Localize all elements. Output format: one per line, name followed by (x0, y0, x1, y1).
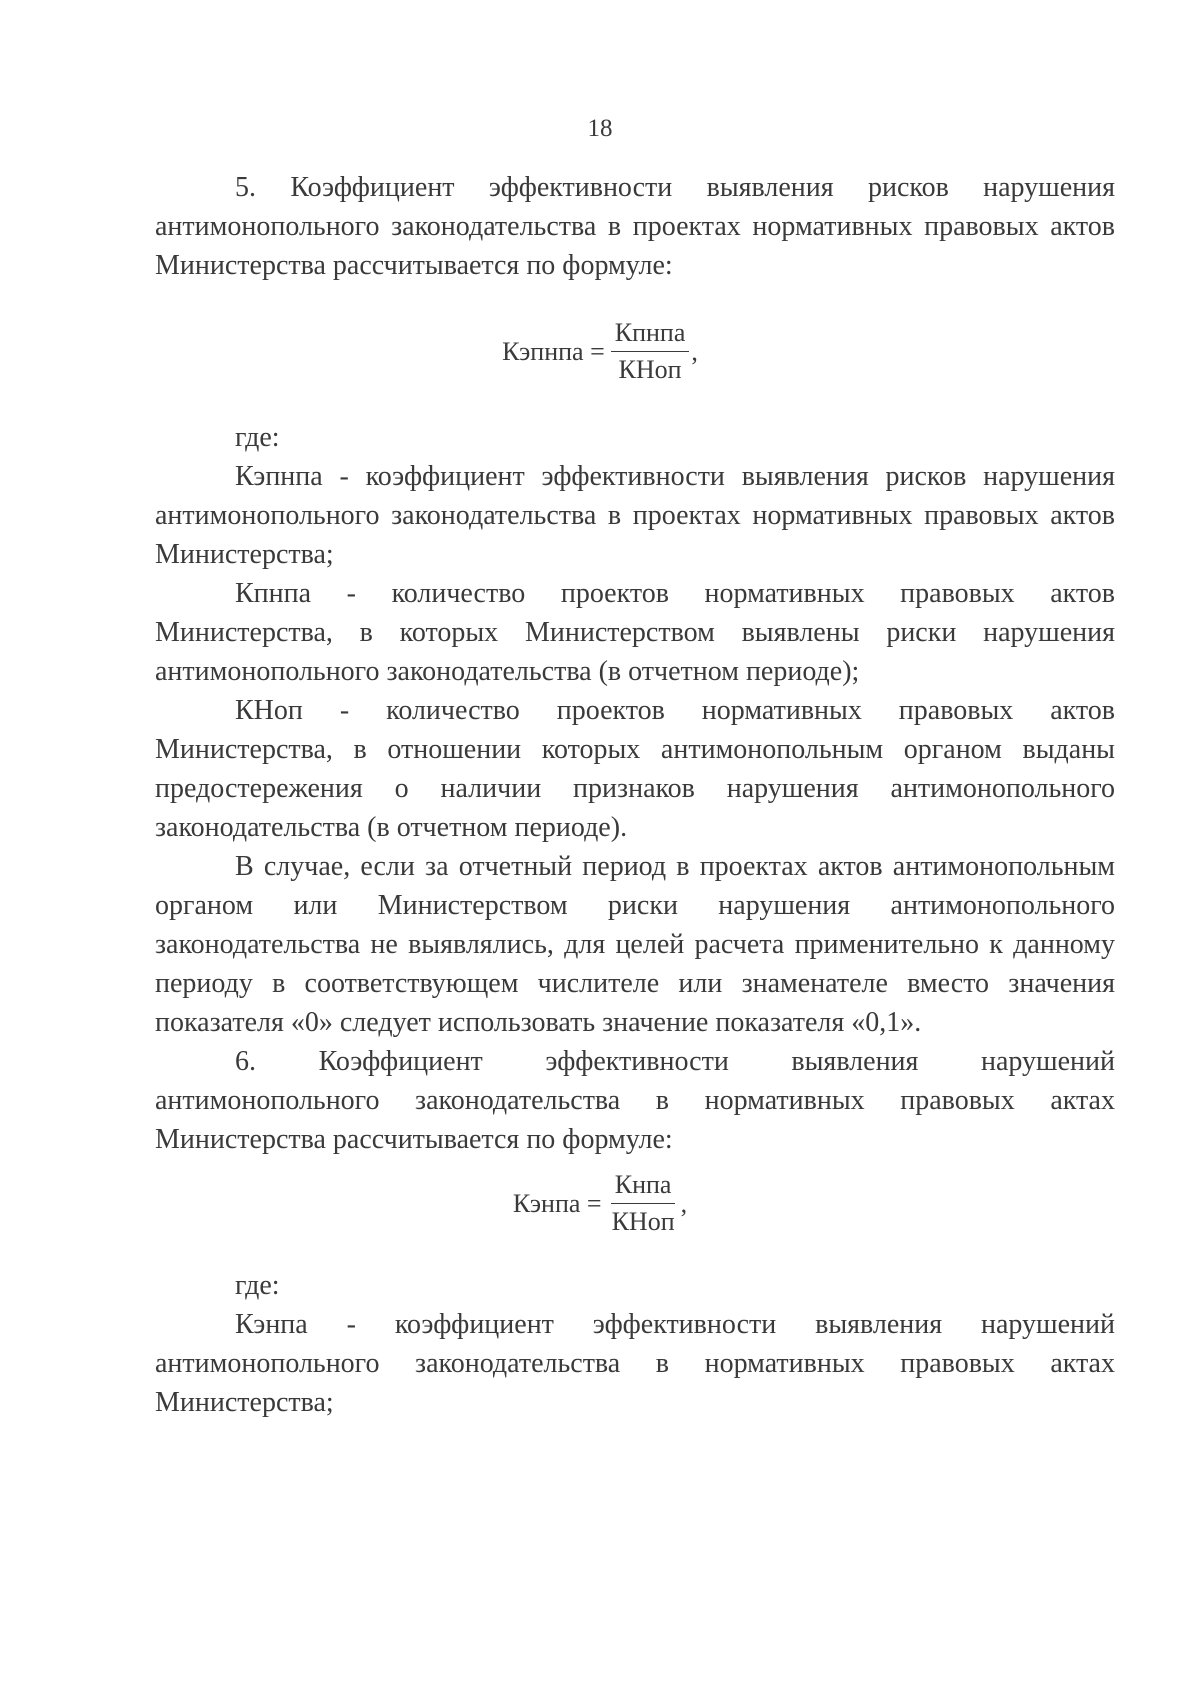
section-6-definitions-block (155, 1266, 1115, 1422)
formula-kepnpa-lhs: Кэпнпа = (502, 336, 605, 366)
formula-kenpa-numerator: Кнпа (611, 1170, 676, 1204)
formula-kepnpa-numerator: Кпнпа (611, 318, 690, 352)
section-5-intro: 5. Коэффициент эффективности выявления рисков нарушения антимонопольного законодательства в проектах нормативных правовых актов Министерства рассчитывается по формуле: (155, 172, 1115, 281)
section-5-where: где: (235, 422, 280, 453)
formula-kenpa-lhs: Кэнпа = (512, 1188, 602, 1218)
zero-value-note: В случае, если за отчетный период в проектах актов антимонопольным органом или Министерством риски нарушения антимонопольного законодательства не выявлялись, для целей расчета применительно к данному периоду в соответствующем числителе или знаменателе вместо значения показателя «0» следует использовать значение показателя «0,1». (155, 851, 1115, 1038)
section-6-where: где: (235, 1270, 280, 1301)
formula-kepnpa-comma: , (691, 336, 698, 366)
section-5-definitions-block (155, 418, 1115, 1159)
definition-kepnpa: Кэпнпа - коэффициент эффективности выявления рисков нарушения антимонопольного законодательства в проектах нормативных правовых актов Министерства; (155, 461, 1115, 570)
formula-kepnpa-fraction (611, 318, 690, 385)
formula-kenpa-comma: , (680, 1188, 688, 1218)
formula-kenpa-fraction (608, 1170, 679, 1237)
formula-kenpa (0, 1170, 1200, 1237)
page-number: 18 (587, 115, 613, 142)
formula-kepnpa (0, 318, 1200, 385)
formula-kepnpa-denominator: КНоп (618, 355, 682, 384)
section-6-intro: 6. Коэффициент эффективности выявления нарушений антимонопольного законодательства в нормативных правовых актах Министерства рассчитывается по формуле: (155, 1046, 1115, 1155)
formula-kenpa-denominator: КНоп (611, 1207, 675, 1236)
definition-knop: КНоп - количество проектов нормативных правовых актов Министерства, в отношении которых антимонопольным органом выданы предостережения о наличии признаков нарушения антимонопольного законодательства (в отчетном периоде). (155, 695, 1115, 843)
section-5-intro-block (155, 168, 1115, 285)
definition-kenpa: Кэнпа - коэффициент эффективности выявления нарушений антимонопольного законодательства в нормативных правовых актах Министерства; (155, 1309, 1115, 1418)
definition-kpnpa: Кпнпа - количество проектов нормативных правовых актов Министерства, в которых Министерством выявлены риски нарушения антимонопольного законодательства (в отчетном периоде); (155, 578, 1115, 687)
